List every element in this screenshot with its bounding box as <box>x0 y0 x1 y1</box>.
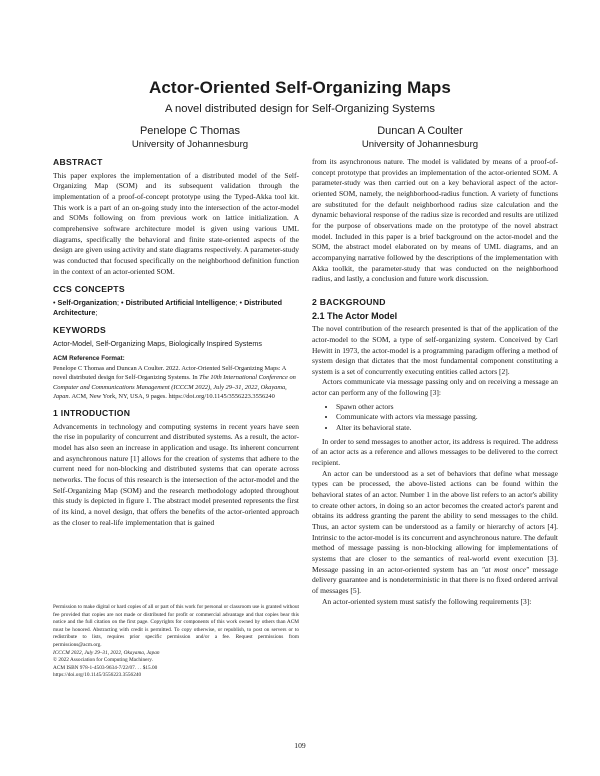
paper-title: Actor-Oriented Self-Organizing Maps <box>149 78 451 97</box>
isbn-line: ACM ISBN 978-1-4503-9634-7/22/07. . . $15.00 <box>53 664 158 671</box>
ccs-separator: ; <box>117 297 120 307</box>
background-paragraph: An actor can be understood as a set of behaviors that define what message types can be processed, the above-listed actions can be found within the behavioral states of an actor. Number 1 in the above list refers to an actor's ability to create other actors, in doing so an actor becomes the created actor's parent and obtains its address granting the parent the ability to send messages to the child. Thus, an actor system can be understood as a family or hierarchy of actors [4]. Intrinsic to the actor-model is its concurrent and asynchronous nature. The default method of message passing is non-blocking allowing for implementations of systems that are closer to the semantics of real-world event execution [3]. Message passing in an actor-oriented system has an "at most once" message delivery guarantee and is nondeterministic in that there is no fixed ordered arrival of messages [5]. <box>312 468 558 595</box>
ccs-concept: Self-Organization <box>57 297 118 307</box>
abstract-heading: ABSTRACT <box>53 157 103 167</box>
acm-reference-tail: ACM, New York, NY, USA, 9 pages. https://doi.org/10.1145/3556223.3556240 <box>71 392 275 400</box>
ccs-separator: ; <box>235 297 238 307</box>
intro-continuation: from its asynchronous nature. The model is validated by means of a proof-of-concept prototype that provides an implementation of the actor-oriented SOM. A parameter-study was then carried out on a key behavioral aspect of the actor-oriented SOM, namely, the neighborhood-radius function. A variety of functions are substituted for the default neighborhood radius size calculation and the dynamic behavioral response of the radius size is recorded and results are utilized for the purpose of observations made on the prototype of the novel abstract model. Included in this paper is a brief background on the actor-model and the SOM, the abstract model elaborated on by means of UML diagrams, and an accompanying narrative followed by the descriptions of the implementation with Akka toolkit, the parameter-study that was conducted on the neighborhood radius, and lastly, a conclusion and future work discussion. <box>312 157 558 284</box>
doi-link[interactable]: https://doi.org/10.1145/3556223.3556240 <box>53 672 142 679</box>
introduction-text: Advancements in technology and computing systems in recent years have seen the rise in popularity of concurrent and distributed systems. As a result, the actor-model has also seen an increase in application and usage. Its inherent concurrent and asynchronous nature [1] allows for the creation of systems that adhere to the current need for non-blocking and distributed systems that can operate across networks. The focus of this research is the intersection of the actor-model and the Self-Organizing Map (SOM) and the research methodology adopted throughout this study is depicted in figure 1. The abstract model presented represents the first of its kind, a novel design, that offers the benefits of the actor-oriented approach as the closer to real-life implementation that is gained <box>53 421 299 527</box>
ccs-heading: CCS CONCEPTS <box>53 284 125 295</box>
introduction-heading: 1 INTRODUCTION <box>53 408 131 419</box>
acm-reference-authors: Penelope C Thomas and Duncan A Coulter. 2022. Actor-Oriented Self-Organizing Maps: A novel distributed design for Self-Organizing Systems. In <box>53 365 287 382</box>
ccs-concept: Distributed Architecture <box>53 297 283 318</box>
background-heading: 2 BACKGROUND <box>312 296 386 307</box>
copyright-line: © 2022 Association for Computing Machinery. <box>53 657 153 664</box>
list-item: • Alter its behavioral state. <box>336 423 558 434</box>
paper-subtitle: A novel distributed design for Self-Organizing Systems <box>165 103 435 115</box>
author-name: Duncan A Coulter <box>377 125 463 137</box>
ccs-concepts <box>53 298 299 318</box>
right-column <box>312 157 558 607</box>
author-name: Penelope C Thomas <box>139 125 241 137</box>
abstract-text: This paper explores the implementation of a distributed model of the Self-Organizing Map (SOM) and its subsequent validation through the implementation of a proof-of-concept prototype using the Typed-Akka tool kit. This work is a part of an on-going study into the intersection of the actor-model and SOMs following on from previous work on lattice initialization. A comprehensive software architecture model is given using various UML diagrams, specifically the behavioral and finite state-oriented aspects of the design are given using activity and state diagrams respectively. A parameter-study was conducted that focused specifically on the neighborhood definition function in the context of an actor-oriented SOM. <box>53 170 299 276</box>
page-number: 109 <box>294 741 306 750</box>
list-item: • Spawn other actors <box>336 402 558 413</box>
acm-reference-heading: ACM Reference Format: <box>53 354 125 362</box>
author-block <box>290 124 550 152</box>
ccs-concept: Distributed Artificial Intelligence <box>125 297 236 307</box>
permission-footnote <box>53 604 299 680</box>
ccs-bullet: • <box>121 297 124 307</box>
conference-line: ICCCM 2022, July 29–31, 2022, Okayama, Japan <box>53 649 160 656</box>
actor-actions-list <box>312 402 558 434</box>
background-paragraph: The novel contribution of the research presented is that of the application of the actor-model to the SOM, a type of self-organizing system. Conceived by Carl Hewitt in 1973, the actor-model is a programming paradigm offering a method of system design that dictates that the most fundamental component constituting a system is a set of concurrently executing entities called actors [2]. <box>312 324 558 376</box>
ccs-bullet: • <box>239 297 243 307</box>
keywords-text: Actor-Model, Self-Organizing Maps, Biologically Inspired Systems <box>53 338 262 348</box>
acm-reference-venue: The 10th International Conference on Computer and Communications Management (ICCCM 2022), July 29–31, 2022, Okayama, Japan. <box>53 374 296 400</box>
author-affiliation: University of Johannesburg <box>131 139 249 150</box>
acm-reference-text <box>53 364 299 401</box>
background-paragraph: Actors communicate via message passing only and on receiving a message an actor can perform any of the following [3]: <box>312 377 558 398</box>
background-paragraph: An actor-oriented system must satisfy the following requirements [3]: <box>322 596 532 606</box>
ccs-bullet: • <box>53 297 56 307</box>
background-paragraph: In order to send messages to another actor, its address is required. The address of an actor acts as a reference and allows messages to be delivered to the correct recipient. <box>312 436 558 468</box>
author-affiliation: University of Johannesburg <box>361 139 479 150</box>
permission-text: Permission to make digital or hard copies of all or part of this work for personal or classroom use is granted without fee provided that copies are not made or distributed for profit or commercial advantage and that copies bear this notice and the full citation on the first page. Copyrights for components of this work owned by others than ACM must be honored. Abstracting with credit is permitted. To copy otherwise, or republish, to post on servers or to redistribute to lists, requires prior specific permission and/or a fee. Request permissions from permissions@acm.org. <box>53 604 299 648</box>
author-block <box>60 124 320 152</box>
list-item: • Communicate with actors via message passing. <box>336 412 558 423</box>
keywords-heading: KEYWORDS <box>53 325 107 336</box>
left-column <box>53 157 299 528</box>
ccs-separator: ; <box>95 308 98 318</box>
actor-model-heading: 2.1 The Actor Model <box>312 310 398 321</box>
